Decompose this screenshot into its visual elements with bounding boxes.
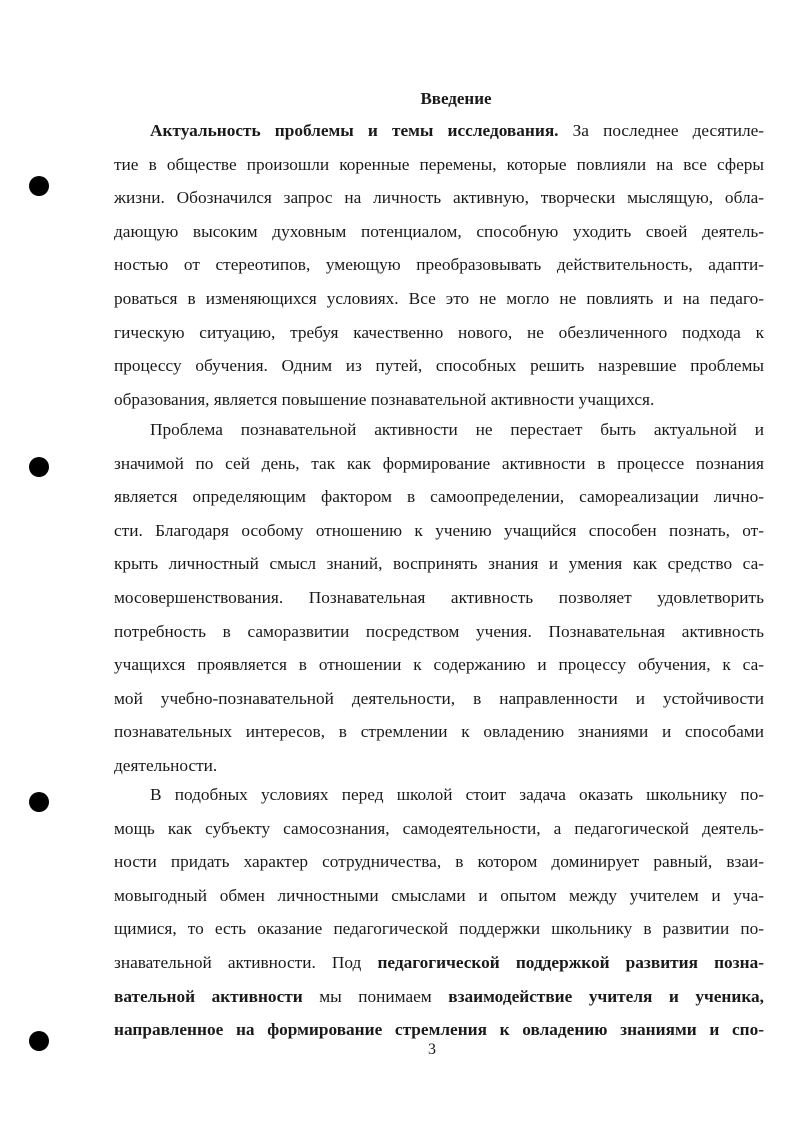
text-line: сти. Благодаря особому отношению к учению учащийся способен познать, от-: [114, 520, 764, 540]
binder-hole-mark: [29, 792, 49, 812]
text-line: жизни. Обозначился запрос на личность активную, творчески мыслящую, обла-: [114, 188, 764, 208]
page-number: 3: [428, 1041, 436, 1058]
text-line: Проблема познавательной активности не перестает быть актуальной и: [150, 420, 764, 439]
text-line: Актуальность проблемы и темы исследования. За последнее десятиле-: [150, 121, 764, 140]
bold-definition: направленное на формирование стремления к овладению знаниями и спо-: [114, 1020, 764, 1040]
paragraph-relevance: [114, 114, 764, 416]
text-line: значимой по сей день, так как формирование активности в процессе познания: [114, 453, 764, 473]
text-line: вательной активности мы понимаем взаимодействие учителя и ученика,: [114, 986, 764, 1006]
text-line: крыть личностный смысл знаний, воспринять знания и умения как средство са-: [114, 554, 764, 574]
text-line: знавательной активности. Под педагогической поддержкой развития позна-: [114, 952, 764, 972]
bold-definition: взаимодействие учителя и ученика,: [448, 986, 764, 1006]
text-line: деятельности.: [114, 755, 218, 775]
text-line: ности придать характер сотрудничества, в котором доминирует равный, взаи-: [114, 852, 764, 872]
text-line: мощь как субъекту самосознания, самодеятельности, а педагогической деятель-: [114, 818, 764, 838]
page-title: Введение: [420, 89, 492, 108]
text-line: познавательных интересов, в стремлении к овладению знаниями и способами: [114, 722, 764, 742]
text-line: является определяющим фактором в самоопределении, самореализации лично-: [114, 487, 764, 507]
paragraph-problem: [114, 413, 764, 783]
text-line: тие в обществе произошли коренные перемены, которые повлияли на все сферы: [114, 154, 764, 174]
text-line: гическую ситуацию, требуя качественно нового, не обезличенного подхода к: [114, 322, 764, 342]
bold-term: вательной активности: [114, 986, 303, 1006]
text-line: роваться в изменяющихся условиях. Все это не могло не повлиять и на педаго-: [114, 288, 764, 308]
text-line: дающую высоким духовным потенциалом, способную уходить своей деятель-: [114, 221, 764, 241]
text-line: образования, является повышение познавательной активности учащихся.: [114, 389, 655, 409]
text-line: мосовершенствования. Познавательная активность позволяет удовлетворить: [114, 587, 764, 607]
binder-hole-mark: [29, 176, 49, 196]
text-line: ностью от стереотипов, умеющую преобразовывать действительность, адапти-: [114, 255, 764, 275]
text-line: потребность в саморазвитии посредством учения. Познавательная активность: [114, 621, 764, 641]
text-line: учащихся проявляется в отношении к содержанию и процессу обучения, к са-: [114, 655, 764, 675]
text-line: В подобных условиях перед школой стоит задача оказать школьнику по-: [150, 785, 764, 804]
paragraph-support: [114, 778, 764, 1047]
text-line: процессу обучения. Одним из путей, способных решить назревшие проблемы: [114, 356, 764, 376]
text-line: щимися, то есть оказание педагогической поддержки школьнику в развитии по-: [114, 919, 764, 939]
text-line: мовыгодный обмен личностными смыслами и опытом между учителем и уча-: [114, 885, 764, 905]
bold-lead: Актуальность проблемы и темы исследования.: [150, 121, 559, 140]
text-line: мой учебно-познавательной деятельности, в направленности и устойчивости: [114, 688, 764, 708]
bold-term: педагогической поддержкой развития позна-: [377, 952, 764, 972]
binder-hole-mark: [29, 457, 49, 477]
